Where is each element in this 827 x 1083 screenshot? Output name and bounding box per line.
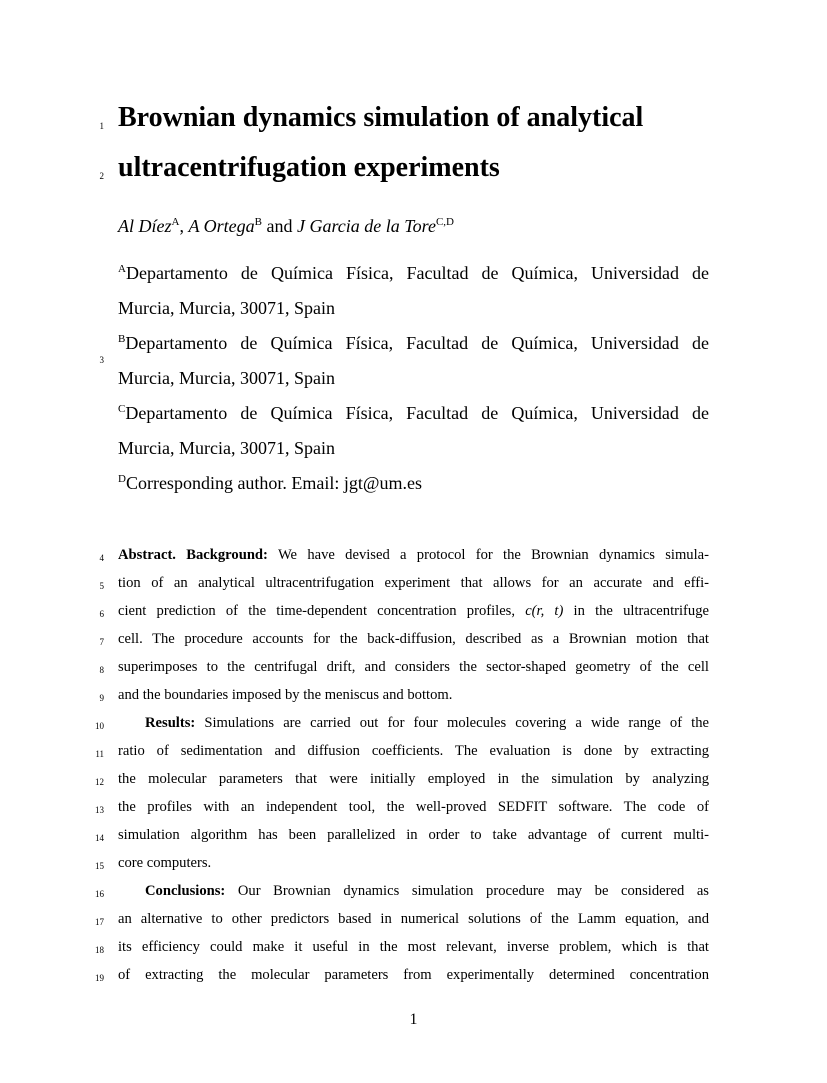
line-number: 7 bbox=[99, 637, 104, 647]
line-number: 10 bbox=[95, 721, 104, 731]
line-number: 13 bbox=[95, 805, 104, 815]
line-number: 1 bbox=[99, 121, 104, 131]
abstract-line: the molecular parameters that were initially employed in the simulation by analyzing bbox=[118, 771, 709, 787]
line-number: 2 bbox=[99, 171, 104, 181]
line-number: 16 bbox=[95, 889, 104, 899]
affiliation-line: Murcia, Murcia, 30071, Spain bbox=[118, 438, 335, 458]
abstract-line: its efficiency could make it useful in the most relevant, inverse problem, which is that bbox=[118, 939, 709, 955]
affiliation-mark: A bbox=[118, 263, 126, 275]
abstract-line: Results: Simulations are carried out for four molecules covering a wide range of the bbox=[145, 715, 709, 731]
line-number: 17 bbox=[95, 917, 104, 927]
affiliation-mark: D bbox=[118, 473, 126, 485]
line-number: 4 bbox=[99, 553, 104, 563]
abstract-line: an alternative to other predictors based in numerical solutions of the Lamm equation, and bbox=[118, 911, 709, 927]
affiliation bbox=[118, 326, 709, 396]
affiliation-line: Murcia, Murcia, 30071, Spain bbox=[118, 298, 335, 318]
abstract-line: Abstract. Background: We have devised a protocol for the Brownian dynamics simula- bbox=[118, 547, 709, 563]
author-affiliation-mark: C,D bbox=[435, 216, 454, 228]
affiliation bbox=[118, 396, 709, 466]
abstract-line: simulation algorithm has been parallelized in order to take advantage of current multi- bbox=[118, 827, 709, 843]
affiliation-line: $^C$Departamento de Química Física, Facultad de Química, Universidad de bbox=[118, 403, 709, 423]
author-name: A Ortega bbox=[188, 216, 255, 236]
abstract-line: tion of an analytical ultracentrifugation experiment that allows for an accurate and effi- bbox=[118, 575, 709, 591]
affiliation-line: $^B$Departamento de Química Física, Facultad de Química, Universidad de bbox=[118, 333, 709, 353]
abstract-label: Abstract. bbox=[118, 547, 176, 563]
author-affiliation-mark: B bbox=[254, 216, 262, 228]
paper-title-line-1: Brownian dynamics simulation of analytical bbox=[118, 102, 644, 133]
author-conjunction: and bbox=[266, 216, 293, 236]
page-number: 1 bbox=[409, 1011, 418, 1028]
affiliation bbox=[118, 256, 709, 326]
author-separator: , bbox=[179, 216, 184, 236]
abstract-line: cell. The procedure accounts for the back-diffusion, described as a Brownian motion that bbox=[118, 631, 709, 647]
line-number: 12 bbox=[95, 777, 104, 787]
line-number: 14 bbox=[95, 833, 104, 843]
line-number: 15 bbox=[95, 861, 104, 871]
affiliation-line: $^A$Departamento de Química Física, Facultad de Química, Universidad de bbox=[118, 263, 709, 283]
affiliation-mark: B bbox=[118, 333, 126, 345]
line-number: 3 bbox=[99, 355, 104, 365]
abstract-line: the profiles with an independent tool, the well-proved SEDFIT software. The code of bbox=[118, 799, 709, 815]
abstract-line: cient prediction of the time-dependent concentration profiles, c(r, t) in the ultracentrifuge bbox=[118, 603, 709, 619]
author-name: J Garcia de la Tore bbox=[296, 216, 436, 236]
line-number: 6 bbox=[99, 609, 104, 619]
paper-title-line-2: ultracentrifugation experiments bbox=[118, 152, 500, 183]
line-number: 5 bbox=[99, 581, 104, 591]
line-number: 19 bbox=[95, 973, 104, 983]
abstract-line: and the boundaries imposed by the meniscus and bottom. bbox=[118, 687, 453, 703]
corresponding-author-line: $^D$Corresponding author. Email: jgt@um.es bbox=[118, 473, 422, 493]
abstract-line: of extracting the molecular parameters from experimentally determined concentration bbox=[118, 967, 709, 983]
author-affiliation-mark: A bbox=[171, 216, 180, 228]
conclusions-label: Conclusions: bbox=[145, 883, 226, 899]
affiliation-line: Murcia, Murcia, 30071, Spain bbox=[118, 368, 335, 388]
abstract-line: Conclusions: Our Brownian dynamics simulation procedure may be considered as bbox=[145, 883, 709, 899]
corresponding-author bbox=[118, 466, 709, 501]
abstract-line: ratio of sedimentation and diffusion coefficients. The evaluation is done by extracting bbox=[118, 743, 709, 759]
line-number: 18 bbox=[95, 945, 104, 955]
formula: c(r, t) bbox=[525, 603, 564, 619]
results-label: Results: bbox=[145, 715, 196, 731]
affiliation-mark: C bbox=[118, 403, 126, 415]
line-number: 11 bbox=[95, 749, 104, 759]
abstract-line: superimposes to the centrifugal drift, and considers the sector-shaped geometry of the cell bbox=[118, 659, 709, 675]
author-list bbox=[118, 216, 454, 237]
line-number: 8 bbox=[99, 665, 104, 675]
author-name: Al Díez bbox=[118, 216, 172, 236]
background-label: Background: bbox=[186, 547, 268, 563]
abstract-line: core computers. bbox=[118, 855, 212, 871]
line-number: 9 bbox=[99, 693, 104, 703]
